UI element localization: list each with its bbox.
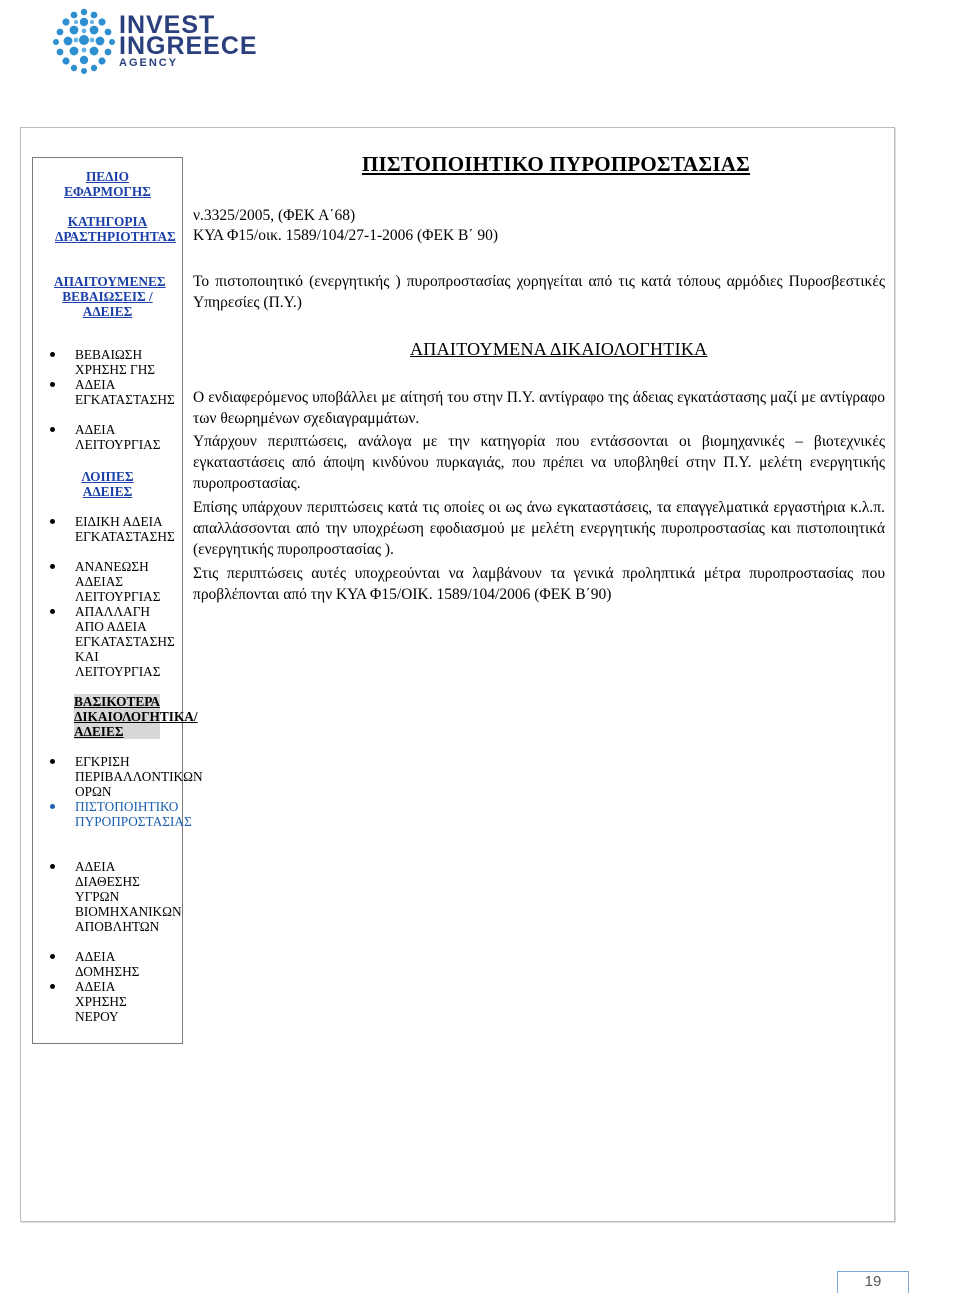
basic-documents-list [33,754,203,1024]
body-paragraph-4: Στις περιπτώσεις αυτές υποχρεούνται να λαμβάνουν τα γενικά προληπτικά μέτρα πυροπροστασίας που προβλέπονται από την ΚΥΑ Φ15/ΟΙΚ. 1589/104/2006 (ΦΕΚ Β΄90) [193,565,885,603]
sidebar-item-land-use-certificate[interactable] [33,347,182,377]
bullet-icon [50,804,55,809]
sidebar-nav [32,157,203,1044]
intro-paragraph: Το πιστοποιητικό (ενεργητικής ) πυροπροστασίας χορηγείται από τις κατά τόπους αρμόδιες Πυροσβεστικές Υπηρεσίες (Π.Υ.) [193,273,885,311]
logo-text-agency: AGENCY [119,57,179,69]
sidebar-item-label: ΑΔΕΙΑ ΧΡΗΣΗΣ ΝΕΡΟΥ [75,979,127,1024]
sidebar-item-label: ΕΓΚΡΙΣΗ ΠΕΡΙΒΑΛΛΟΝΤΙΚΩΝ ΟΡΩΝ [75,754,203,799]
bullet-icon [50,609,55,614]
sidebar-item-label: ΒΕΒΑΙΩΣΗ ΧΡΗΣΗΣ ΓΗΣ [75,347,156,377]
sidebar-item-fire-safety-certificate[interactable] [33,799,192,859]
sidebar-item-label: ΑΔΕΙΑ ΛΕΙΤΟΥΡΓΙΑΣ [75,422,161,452]
nav-heading-other[interactable]: ΛΟΙΠΕΣ ΑΔΕΙΕΣ [81,469,134,499]
bullet-icon [50,564,55,569]
sidebar-item-label: ΕΙΔΙΚΗ ΑΔΕΙΑ ΕΓΚΑΤΑΣΤΑΣΗΣ [75,514,175,544]
body-paragraph-1: Ο ενδιαφερόμενος υποβάλλει με αίτησή του στην Π.Υ. αντίγραφο της άδειας εγκατάστασης μαζί με αντίγραφο των θεωρημένων σχεδιαγραμμάτων. [193,389,885,427]
bullet-icon [50,864,55,869]
section-subtitle: ΑΠΑΙΤΟΥΜΕΝΑ ΔΙΚΑΙΟΛΟΓΗΤΙΚΑ [410,339,708,359]
sidebar-item-special-installation-license[interactable] [33,514,182,559]
sidebar-item-operating-license[interactable] [33,422,182,452]
sidebar-item-license-renewal[interactable] [33,559,182,604]
bullet-icon [50,519,55,524]
bullet-icon [50,984,55,989]
page-title: ΠΙΣΤΟΠΟΙΗΤΙΚΟ ΠΥΡΟΠΡΟΣΤΑΣΙΑΣ [362,152,750,176]
law-reference: ν.3325/2005, (ΦΕΚ Α΄68) [193,207,356,224]
bullet-icon [50,954,55,959]
logo-text-invest: INVEST [119,11,216,39]
bullet-icon [50,382,55,387]
nav-heading-field[interactable]: ΠΕΔΙΟ ΕΦΑΡΜΟΓΗΣ [64,169,151,199]
kya-reference: ΚΥΑ Φ15/οικ. 1589/104/27-1-2006 (ΦΕΚ Β΄ 90) [193,227,499,244]
sidebar-item-label: ΠΙΣΤΟΠΟΙΗΤΙΚΟ ΠΥΡΟΠΡΟΣΤΑΣΙΑΣ [75,799,192,829]
nav-heading-required[interactable]: ΑΠΑΙΤΟΥΜΕΝΕΣ ΒΕΒΑΙΩΣΕΙΣ /ΑΔΕΙΕΣ [54,274,166,319]
sidebar-item-label: ΑΠΑΛΛΑΓΗ ΑΠΟ ΑΔΕΙΑ ΕΓΚΑΤΑΣΤΑΣΗΣ ΚΑΙ ΛΕΙΤΟΥΡΓΙΑΣ [75,604,175,679]
sidebar-item-label: ΑΝΑΝΕΩΣΗ ΑΔΕΙΑΣ ΛΕΙΤΟΥΡΓΙΑΣ [75,559,161,604]
bullet-icon [50,352,55,357]
nav-heading-category[interactable]: ΚΑΤΗΓΟΡΙΑ ΔΡΑΣΤΗΡΙΟΤΗΤΑΣ [55,214,176,244]
sidebar-item-license-exemption[interactable] [33,604,182,679]
sidebar-item-label: ΑΔΕΙΑ ΕΓΚΑΤΑΣΤΑΣΗΣ [75,377,175,407]
body-paragraph-3: Επίσης υπάρχουν περιπτώσεις κατά τις οποίες οι ως άνω εγκαταστάσεις, τα επαγγελματικά εργαστήρια κ.λ.π. απαλλάσσονται από την υποχρέωση εφοδιασμού με μελέτη ενεργητικής πυροπροστασίας και πιστοποιητικά (ενεργητικής πυροπροστασίας ). [193,499,885,558]
logo-text-ingreece: INGREECE [119,32,258,60]
sidebar-item-label: ΑΔΕΙΑ ΔΙΑΘΕΣΗΣ ΥΓΡΩΝ ΒΙΟΜΗΧΑΝΙΚΩΝ ΑΠΟΒΛΗΤΩΝ [75,859,182,934]
sidebar-item-installation-license[interactable] [33,377,182,422]
sidebar-item-environmental-terms[interactable] [33,754,203,799]
page-number: 19 [864,1273,882,1290]
body-paragraph-2: Υπάρχουν περιπτώσεις, ανάλογα με την κατηγορία που εντάσσονται οι βιομηχανικές – βιοτεχνικές εγκαταστάσεις από άποψη κινδύνου πυρκαγιάς, που πρέπει να υποβληθεί στην Π.Υ. μελέτη ενεργητικής πυροπροστασίας. [193,433,885,492]
sidebar-item-building-permit[interactable] [33,949,182,979]
bullet-icon [50,759,55,764]
bullet-icon [50,427,55,432]
other-list [33,514,182,679]
sidebar-item-label: ΑΔΕΙΑ ΔΟΜΗΣΗΣ [75,949,140,979]
nav-heading-basic-documents[interactable]: ΒΑΣΙΚΟΤΕΡΑ ΔΙΚΑΙΟΛΟΓΗΤΙΚΑ/ΑΔΕΙΕΣ [74,694,198,739]
sidebar-item-water-use-license[interactable] [33,979,182,1024]
required-list [33,347,182,452]
sidebar-item-wastewater-disposal-license[interactable] [33,859,182,949]
